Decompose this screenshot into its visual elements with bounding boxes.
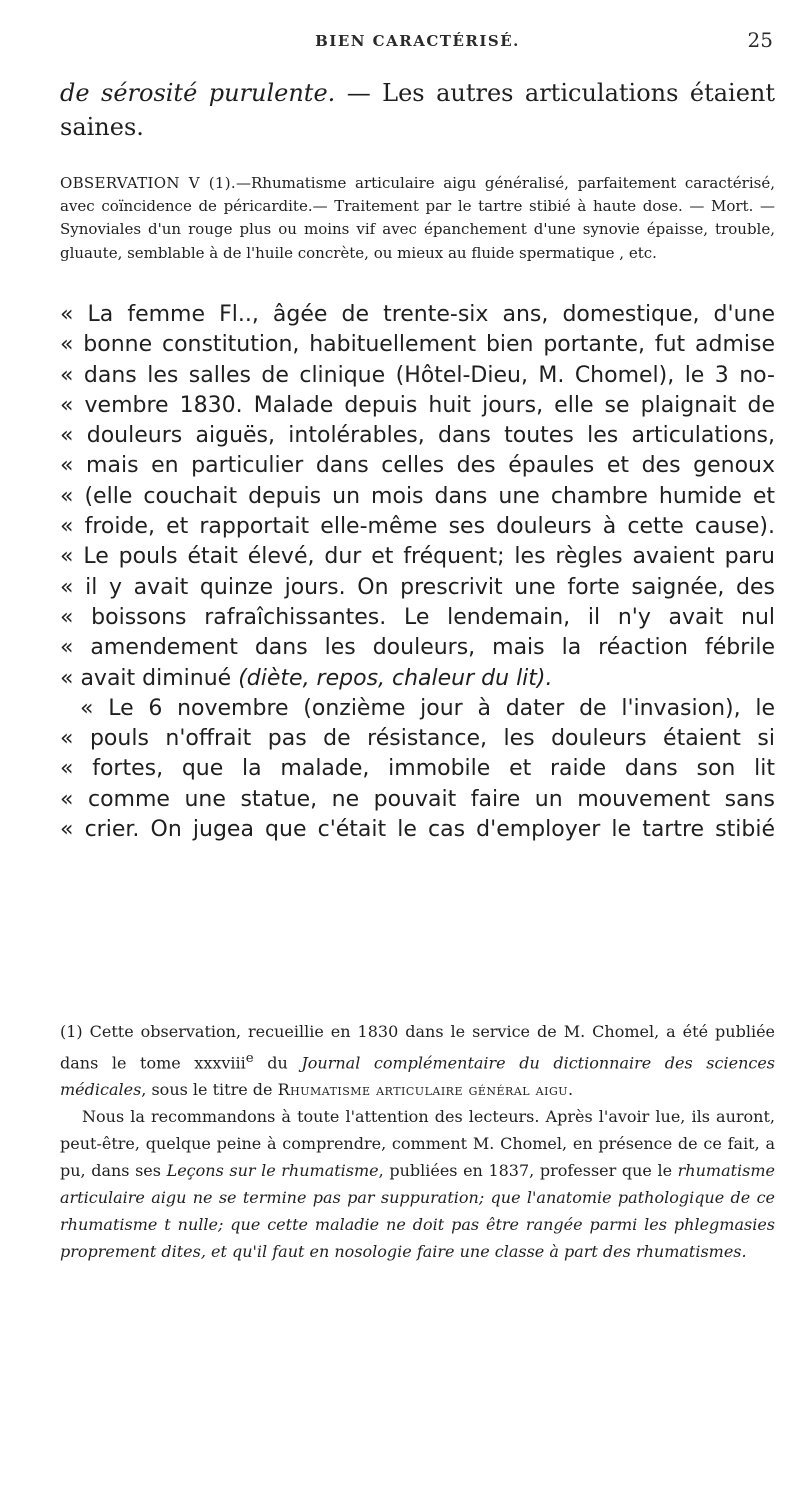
quote-italic: (diète, repos, chaleur du lit). (238, 665, 553, 691)
quote-line: « Le 6 novembre (onzième jour à dater de l'invasion), le (80, 695, 775, 721)
journal-title: Journal complémentaire du dictionnaire des sciences médicales (60, 1053, 776, 1100)
quote-line: « dans les salles de clinique (Hôtel-Dieu, M. Chomel), le 3 no- (60, 362, 775, 388)
quote-line: « (elle couchait depuis un mois dans une chambre humide et (60, 483, 775, 509)
quote-line: « comme une statue, ne pouvait faire un mouvement sans (60, 786, 775, 812)
quote-line: « il y avait quinze jours. On prescrivit une forte saignée, des (60, 574, 775, 600)
page-number: 25 (747, 28, 773, 52)
quote-line: « pouls n'offrait pas de résistance, les douleurs étaient si (60, 726, 775, 752)
quote-line: « froide, et rapportait elle-même ses douleurs à cette cause). (60, 514, 775, 540)
quote-line: « boissons rafraîchissantes. Le lendemain, il n'y avait nul (60, 604, 775, 630)
intro-rest: — Les autres articulations étaient saines. (60, 79, 776, 141)
quote-line-text: « avait diminué (60, 665, 232, 691)
observation-text: —Rhumatisme articulaire aigu généralisé, parfaitement caractérisé, avec coïncidence de péricardite.— Traitement par le tartre stibié à haute dose. — Mort. —Synoviales d'un rouge plus ou moins vif avec épanchement d'une synovie épaisse, trouble, gluaute, semblable à de l'huile concrète, ou mieux au fluide spermatique , etc. (60, 174, 775, 262)
quoted-doctrine: rhumatisme articulaire aigu ne se termine pas par suppuration; que l'anatomie pathologique de ce rhumatisme t nulle; que cette maladie ne doit pas être rangée parmi les phlegmasies proprement dites, et qu'il faut en nosologie faire une classe à part des rhumatismes. (60, 1161, 776, 1262)
quote-line: « mais en particulier dans celles des épaules et des genoux (60, 453, 775, 479)
footnote-1: (1) Cette observation, recueillie en 1830 dans le service de M. Chomel, a été publiée dans le tome xxxviii$^e$ du Journal complémentaire du dictionnaire des sciences médicales, sous le titre de Rhumatisme articulaire général aigu. (60, 1022, 776, 1100)
quote-line: « vembre 1830. Malade depuis huit jours, elle se plaignait de (60, 392, 775, 418)
quote-line: « Le pouls était élevé, dur et fréquent; les règles avaient paru (60, 544, 775, 570)
running-title: BIEN CARACTÉRISÉ. (315, 32, 520, 50)
quote-line: « fortes, que la malade, immobile et raide dans son lit (60, 756, 775, 782)
footnotes (60, 1018, 775, 1265)
intro-paragraph (60, 76, 775, 144)
observation-title: OBSERVATION V (1). (60, 174, 236, 192)
quote-line (60, 664, 775, 694)
page-header (60, 28, 775, 62)
book-title: Leçons sur le rhumatisme (166, 1161, 379, 1181)
quote-line: « amendement dans les douleurs, mais la réaction fébrile (60, 635, 775, 661)
quote-line: « bonne constitution, habituellement bien portante, fut admise (60, 332, 775, 358)
case-quote (60, 300, 775, 845)
quote-line: « crier. On jugea que c'était le cas d'employer le tartre stibié (60, 817, 775, 843)
quote-line: « douleurs aiguës, intolérables, dans toutes les articulations, (60, 423, 775, 449)
intro-italic: de sérosité purulente. (60, 79, 336, 107)
article-title: Rhumatisme articulaire général aigu. (277, 1080, 574, 1100)
footnote-2: Nous la recommandons à toute l'attention des lecteurs. Après l'avoir lue, ils auront, peut-être, quelque peine à comprendre, comment M. Chomel, en présence de ce fait, a pu, dans ses Leçons sur le rhumatisme, publiées en 1837, professer que le rhumatisme articulaire aigu ne se termine pas par suppuration; que l'anatomie pathologique de ce rhumatisme t nulle; que cette maladie ne doit pas être rangée parmi les phlegmasies proprement dites, et qu'il faut en nosologie faire une classe à part des rhumatismes. (60, 1107, 776, 1262)
quote-line: « La femme Fl.., âgée de trente-six ans, domestique, d'une (60, 302, 775, 327)
observation-summary (60, 172, 775, 265)
